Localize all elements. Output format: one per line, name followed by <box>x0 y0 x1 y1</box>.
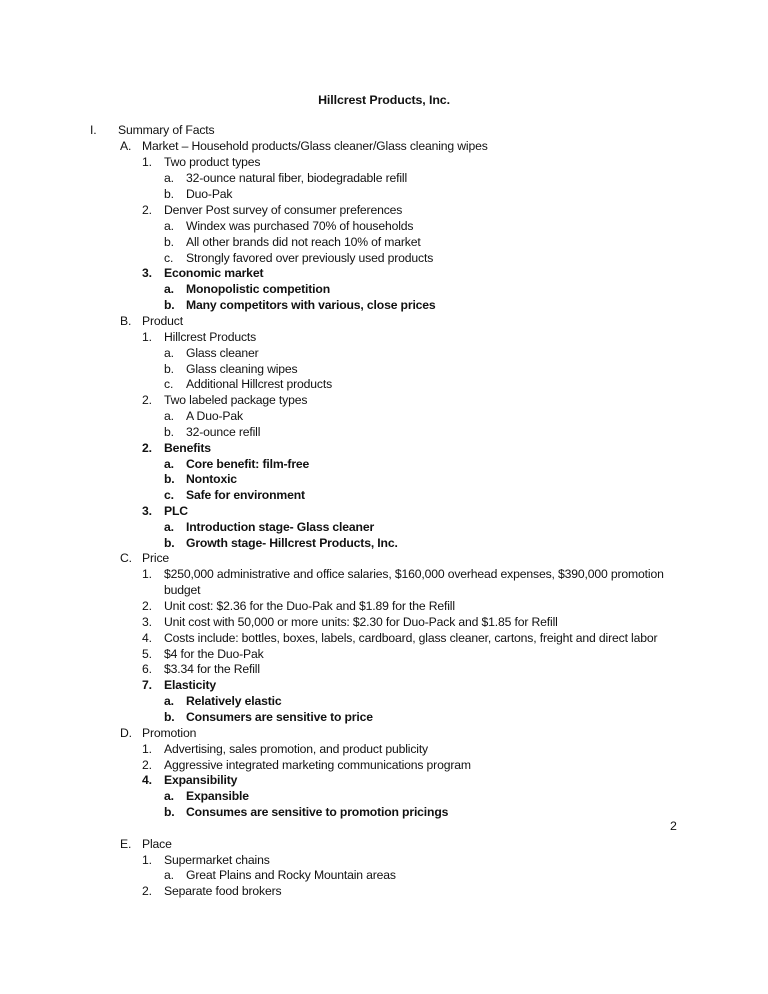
outline-text: Glass cleaning wipes <box>186 362 298 376</box>
outline-marker: b. <box>164 425 174 439</box>
outline-marker: 2. <box>142 599 152 613</box>
outline-marker: 1. <box>142 155 152 169</box>
page-number: 2 <box>670 819 677 833</box>
outline-marker: a. <box>164 282 174 296</box>
outline-text: Two product types <box>164 155 261 169</box>
outline-marker: 2. <box>142 884 152 898</box>
outline-marker: b. <box>164 805 175 819</box>
outline-text: 32-ounce refill <box>186 425 261 439</box>
outline-marker: a. <box>164 520 174 534</box>
outline-text: Hillcrest Products <box>164 330 257 344</box>
outline-marker: 2. <box>142 203 152 217</box>
outline-text: Supermarket chains <box>164 853 270 867</box>
section-marker: I. <box>90 123 97 137</box>
outline-marker: a. <box>164 409 174 423</box>
outline-text: Additional Hillcrest products <box>186 377 333 391</box>
outline-text: Separate food brokers <box>164 884 282 898</box>
outline-text: A Duo-Pak <box>186 409 243 423</box>
outline-marker: 3. <box>142 615 152 629</box>
outline-marker: 1. <box>142 567 152 581</box>
outline-marker: 1. <box>142 330 152 344</box>
outline-text: Glass cleaner <box>186 346 259 360</box>
outline-text: Benefits <box>164 441 211 455</box>
outline-text: Expansible <box>186 789 249 803</box>
outline-text: Duo-Pak <box>186 187 233 201</box>
section-label: Summary of Facts <box>118 123 215 137</box>
outline-text: Consumers are sensitive to price <box>186 710 373 724</box>
outline-text: Aggressive integrated marketing communications program <box>164 758 471 772</box>
outline-text: $250,000 administrative and office salaries, $160,000 overhead expenses, $390,000 promotion <box>164 567 664 581</box>
outline-text: Market – Household products/Glass cleaner/Glass cleaning wipes <box>142 139 488 153</box>
outline-marker: a. <box>164 346 174 360</box>
outline-text: Promotion <box>142 726 197 740</box>
outline-marker: 3. <box>142 266 152 280</box>
outline-text: Two labeled package types <box>164 393 308 407</box>
outline-text: Costs include: bottles, boxes, labels, cardboard, glass cleaner, cartons, freight and direct labor <box>164 631 658 645</box>
outline-text: All other brands did not reach 10% of market <box>186 235 421 249</box>
outline-marker: A. <box>120 139 132 153</box>
outline-text: Nontoxic <box>186 472 237 486</box>
outline-text: 32-ounce natural fiber, biodegradable refill <box>186 171 408 185</box>
outline-marker: 2. <box>142 441 152 455</box>
outline-text: Many competitors with various, close prices <box>186 298 436 312</box>
outline-marker: 2. <box>142 393 152 407</box>
outline-text: Unit cost with 50,000 or more units: $2.30 for Duo-Pack and $1.85 for Refill <box>164 615 558 629</box>
outline-marker: a. <box>164 868 174 882</box>
outline-marker: c. <box>164 488 174 502</box>
outline-text: $3.34 for the Refill <box>164 662 260 676</box>
outline-marker: a. <box>164 789 174 803</box>
outline-text: Expansibility <box>164 773 238 787</box>
outline-text: Core benefit: film-free <box>186 457 310 471</box>
outline-marker: b. <box>164 187 174 201</box>
outline-marker: 5. <box>142 647 152 661</box>
outline-text: Growth stage- Hillcrest Products, Inc. <box>186 536 398 550</box>
outline-marker: 1. <box>142 853 152 867</box>
outline-marker: C. <box>120 551 132 565</box>
outline-text: Great Plains and Rocky Mountain areas <box>186 868 396 882</box>
outline-text: Windex was purchased 70% of households <box>186 219 414 233</box>
outline-marker: a. <box>164 219 174 233</box>
outline-text: Relatively elastic <box>186 694 282 708</box>
outline-marker: b. <box>164 362 174 376</box>
outline-marker: B. <box>120 314 132 328</box>
outline-text: Denver Post survey of consumer preferences <box>164 203 403 217</box>
outline-marker: a. <box>164 457 174 471</box>
outline-marker: E. <box>120 837 132 851</box>
outline-text: Price <box>142 551 170 565</box>
outline-marker: b. <box>164 235 174 249</box>
outline-marker: D. <box>120 726 132 740</box>
outline-text: Introduction stage- Glass cleaner <box>186 520 375 534</box>
outline-text: Place <box>142 837 172 851</box>
outline-marker: 4. <box>142 773 152 787</box>
outline-text: Safe for environment <box>186 488 305 502</box>
outline-marker: c. <box>164 377 174 391</box>
outline-text: budget <box>164 583 201 597</box>
outline-text: Product <box>142 314 183 328</box>
outline-text: Monopolistic competition <box>186 282 330 296</box>
outline-text: $4 for the Duo-Pak <box>164 647 264 661</box>
outline-marker: 3. <box>142 504 152 518</box>
outline-marker: 4. <box>142 631 152 645</box>
document-title: Hillcrest Products, Inc. <box>318 93 450 107</box>
outline-text: Strongly favored over previously used products <box>186 251 434 265</box>
outline-marker: a. <box>164 694 174 708</box>
outline-marker: b. <box>164 298 175 312</box>
outline-marker: b. <box>164 710 175 724</box>
outline-text: Advertising, sales promotion, and product publicity <box>164 742 429 756</box>
outline-marker: b. <box>164 472 175 486</box>
outline-text: Unit cost: $2.36 for the Duo-Pak and $1.89 for the Refill <box>164 599 455 613</box>
outline-marker: c. <box>164 251 174 265</box>
outline-text: PLC <box>164 504 188 518</box>
outline-marker: b. <box>164 536 175 550</box>
outline-text: Economic market <box>164 266 264 280</box>
outline-marker: 6. <box>142 662 152 676</box>
outline-text: Consumes are sensitive to promotion pricings <box>186 805 449 819</box>
outline-text: Elasticity <box>164 678 217 692</box>
outline-marker: 2. <box>142 758 152 772</box>
outline-marker: 1. <box>142 742 152 756</box>
outline-marker: a. <box>164 171 174 185</box>
outline-marker: 7. <box>142 678 152 692</box>
